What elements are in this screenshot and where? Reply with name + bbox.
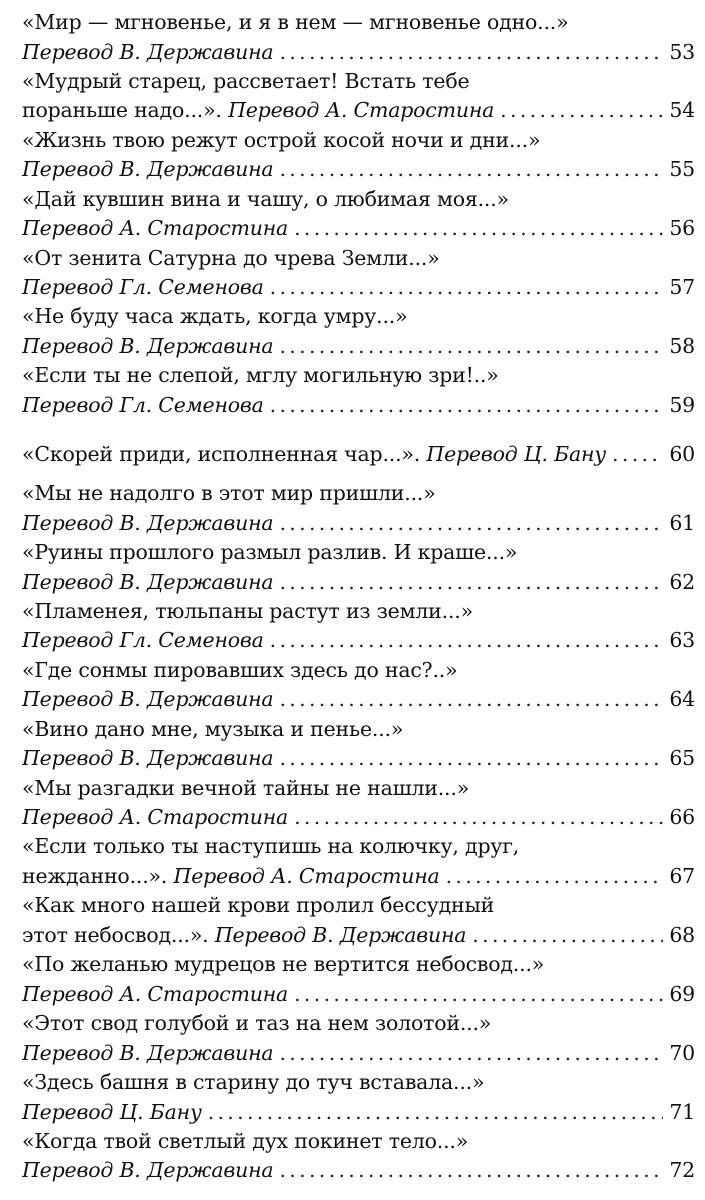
- toc-entry-row: [22, 440, 695, 470]
- toc-entry-page: 55: [669, 157, 695, 182]
- toc-entry-page: 63: [669, 628, 695, 653]
- toc-entry-page: 56: [669, 216, 695, 241]
- toc-entry-title: «Пламенея, тюльпаны растут из земли...»: [22, 598, 473, 623]
- toc-entry-translator: Перевод Гл. Семенова: [22, 628, 264, 653]
- toc-entry: [22, 126, 695, 185]
- toc-entry-row: [22, 96, 695, 126]
- toc-entry-translator: Перевод В. Державина: [22, 510, 274, 535]
- toc-entry-row: [22, 980, 695, 1010]
- toc-dot-leader: [279, 38, 663, 68]
- toc-entry-translator: Перевод В. Державина: [22, 569, 274, 594]
- toc-entry-page: 72: [669, 1158, 695, 1183]
- toc-entry-title: «Мир — мгновенье, и я в нем — мгновенье одно...»: [22, 10, 569, 34]
- toc-entry: [22, 715, 695, 774]
- toc-entry-translator: Перевод В. Державина: [214, 922, 467, 947]
- toc-entry: [22, 244, 695, 303]
- table-of-contents: [22, 8, 695, 1186]
- toc-entry-title: «Мы не надолго в этот мир пришли...»: [22, 481, 436, 506]
- toc-entry-translator: Перевод В. Державина: [22, 157, 274, 182]
- toc-entry: [22, 656, 695, 715]
- toc-entry-title: «Если ты не слепой, мглу могильную зри!..»: [22, 363, 499, 388]
- toc-entry-title: «Здесь башня в старину до туч вставала...»: [22, 1070, 485, 1095]
- toc-entry-page: 60: [669, 442, 695, 467]
- toc-dot-leader: [294, 214, 663, 244]
- toc-dot-leader: [294, 803, 663, 833]
- toc-entry-title: «Этот свод голубой и таз на нем золотой...»: [22, 1011, 492, 1036]
- toc-entry-row: [22, 803, 695, 833]
- toc-entry-translator: Перевод В. Державина: [22, 687, 274, 712]
- toc-entry-title: «Скорей приди, исполненная чар...».: [22, 442, 421, 467]
- toc-entry-title: «Мудрый старец, рассветает! Встать тебе: [22, 68, 470, 93]
- toc-entry-title: «Жизнь твою режут острой косой ночи и дни...»: [22, 127, 541, 152]
- toc-entry-page: 54: [669, 98, 695, 123]
- toc-entry-page: 62: [669, 569, 695, 594]
- toc-entry-page: 57: [669, 275, 695, 300]
- toc-entry-row: [22, 626, 695, 656]
- toc-entry-page: 58: [669, 333, 695, 358]
- toc-entry-translator: Перевод В. Державина: [22, 1040, 274, 1065]
- toc-dot-leader: [612, 440, 663, 470]
- toc-dot-leader: [446, 862, 663, 892]
- toc-entry-translator: Перевод Ц. Бану: [426, 442, 607, 467]
- toc-entry: [22, 8, 695, 67]
- toc-entry-page: 61: [669, 510, 695, 535]
- toc-entry-title: «Дай кувшин вина и чашу, о любимая моя...»: [22, 186, 509, 211]
- toc-dot-leader: [279, 744, 663, 774]
- toc-entry-row: [22, 744, 695, 774]
- toc-entry-title: «От зенита Сатурна до чрева Земли...»: [22, 245, 440, 270]
- toc-entry-translator: Перевод В. Державина: [22, 746, 274, 771]
- toc-entry-title-end: нежданно...».: [22, 863, 168, 888]
- toc-entry-translator: Перевод А. Старостина: [22, 805, 289, 830]
- toc-entry: [22, 1009, 695, 1068]
- toc-entry: [22, 774, 695, 833]
- toc-entry-title: «Вино дано мне, музыка и пенье...»: [22, 716, 404, 741]
- toc-entry-translator: Перевод А. Старостина: [22, 216, 289, 241]
- toc-entry-page: 59: [669, 392, 695, 417]
- toc-entry-page: 66: [669, 805, 695, 830]
- toc-entry-title: «Если только ты наступишь на колючку, друг,: [22, 834, 520, 859]
- toc-entry-title: «По желанью мудрецов не вертится небосвод...»: [22, 952, 545, 977]
- toc-entry-translator: Перевод А. Старостина: [228, 98, 495, 123]
- toc-dot-leader: [500, 96, 663, 126]
- toc-entry-translator: Перевод В. Державина: [22, 39, 274, 64]
- toc-entry-translator: Перевод В. Державина: [22, 1158, 274, 1183]
- toc-dot-leader: [279, 1156, 663, 1186]
- toc-dot-leader: [279, 155, 663, 185]
- toc-entry-title: «Не буду часа ждать, когда умру...»: [22, 304, 408, 329]
- toc-entry: [22, 420, 695, 479]
- toc-entry-translator: Перевод Гл. Семенова: [22, 275, 264, 300]
- toc-entry-page: 67: [669, 863, 695, 888]
- toc-entry-title: «Руины прошлого размыл разлив. И краше...»: [22, 540, 518, 565]
- toc-entry: [22, 302, 695, 361]
- toc-entry: [22, 67, 695, 126]
- toc-dot-leader: [279, 1039, 663, 1069]
- toc-entry-translator: Перевод Ц. Бану: [22, 1099, 202, 1124]
- toc-entry-translator: Перевод А. Старостина: [173, 863, 440, 888]
- toc-entry-page: 71: [669, 1099, 695, 1124]
- toc-entry-title-end: пораньше надо...».: [22, 98, 222, 123]
- toc-entry-row: [22, 332, 695, 362]
- toc-entry-row: [22, 685, 695, 715]
- toc-entry-row: [22, 155, 695, 185]
- toc-entry-page: 69: [669, 981, 695, 1006]
- toc-entry-row: [22, 568, 695, 598]
- toc-entry: [22, 538, 695, 597]
- toc-entry-row: [22, 1156, 695, 1186]
- toc-entry-row: [22, 1039, 695, 1069]
- toc-entry-title: «Где сонмы пировавших здесь до нас?..»: [22, 657, 458, 682]
- toc-entry-row: [22, 1098, 695, 1128]
- toc-entry-row: [22, 862, 695, 892]
- toc-entry: [22, 1068, 695, 1127]
- toc-entry-page: 64: [669, 687, 695, 712]
- toc-dot-leader: [270, 626, 663, 656]
- toc-entry-translator: Перевод Гл. Семенова: [22, 392, 264, 417]
- toc-entry-row: [22, 214, 695, 244]
- toc-entry: [22, 597, 695, 656]
- toc-entry-row: [22, 38, 695, 68]
- toc-entry: [22, 1127, 695, 1186]
- toc-entry-row: [22, 921, 695, 951]
- toc-dot-leader: [294, 980, 663, 1010]
- toc-entry: [22, 832, 695, 891]
- toc-dot-leader: [472, 921, 663, 951]
- toc-entry: [22, 479, 695, 538]
- toc-entry-row: [22, 391, 695, 421]
- toc-entry-translator: Перевод В. Державина: [22, 333, 274, 358]
- toc-dot-leader: [208, 1098, 663, 1128]
- toc-entry: [22, 950, 695, 1009]
- toc-dot-leader: [279, 568, 663, 598]
- toc-dot-leader: [270, 273, 663, 303]
- toc-dot-leader: [279, 332, 663, 362]
- toc-dot-leader: [279, 685, 663, 715]
- toc-entry: [22, 361, 695, 420]
- toc-entry-title-end: этот небосвод...».: [22, 922, 209, 947]
- toc-dot-leader: [270, 391, 663, 421]
- toc-entry-title: «Как много нашей крови пролил бессудный: [22, 893, 495, 918]
- toc-entry-title: «Мы разгадки вечной тайны не нашли...»: [22, 775, 470, 800]
- toc-dot-leader: [279, 509, 663, 539]
- toc-entry-translator: Перевод А. Старостина: [22, 981, 289, 1006]
- toc-entry-row: [22, 509, 695, 539]
- toc-entry-row: [22, 273, 695, 303]
- toc-entry: [22, 891, 695, 950]
- toc-entry-page: 68: [669, 922, 695, 947]
- toc-entry-page: 65: [669, 746, 695, 771]
- toc-entry-title: «Когда твой светлый дух покинет тело...»: [22, 1128, 469, 1153]
- toc-entry-page: 70: [669, 1040, 695, 1065]
- toc-entry-page: 53: [669, 39, 695, 64]
- toc-entry: [22, 185, 695, 244]
